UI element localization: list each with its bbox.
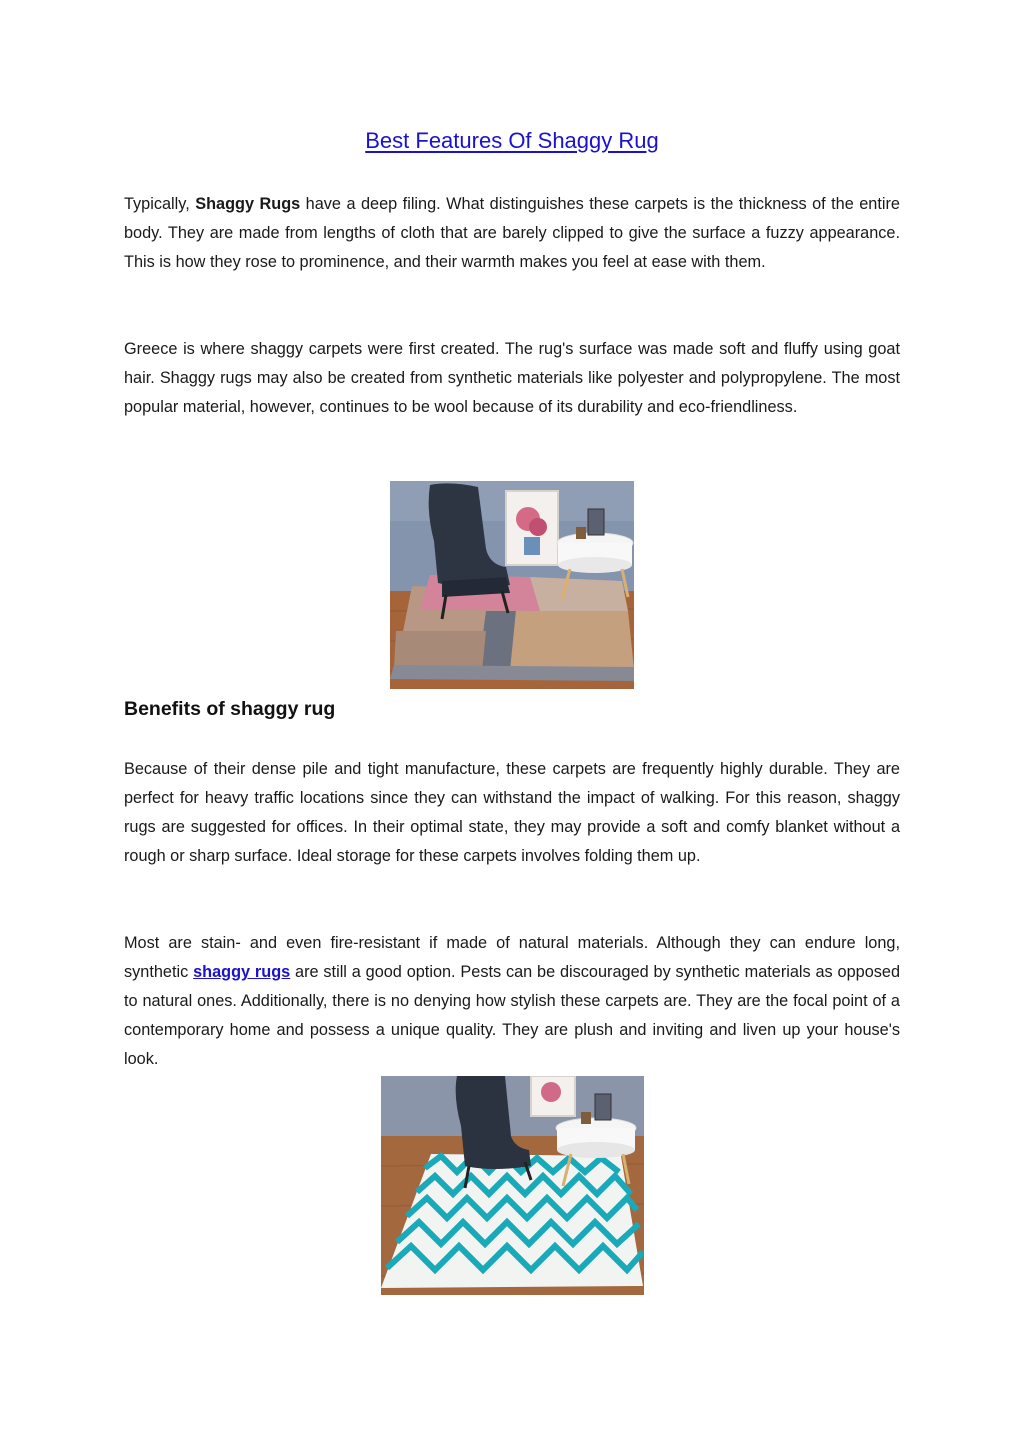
title-link[interactable]: Best Features Of Shaggy Rug (365, 128, 659, 153)
paragraph-benefits: Because of their dense pile and tight manufacture, these carpets are frequently highly durable. They are perfect for heavy traffic locations since they can withstand the impact of walking. For this reason, shaggy rugs are suggested for offices. In their optimal state, they may provide a soft and comfy blanket without a rough or sharp surface. Ideal storage for these carpets involves folding them up. (124, 760, 900, 865)
paragraph-history: Greece is where shaggy carpets were first created. The rug's surface was made soft and fluffy using goat hair. Shaggy rugs may also be created from synthetic materials like polyester and polypropylene. The most popular material, however, continues to be wool because of its durability and eco-friendliness. (124, 340, 900, 416)
bold-term: Shaggy Rugs (195, 195, 301, 213)
rug-photo-zigzag (381, 1076, 644, 1295)
shaggy-rugs-link[interactable]: shaggy rugs (193, 963, 291, 981)
section-heading: Benefits of shaggy rug (124, 698, 336, 720)
rug-photo-patchwork (390, 481, 634, 689)
page-title (0, 124, 1024, 158)
paragraph-intro: Typically, Shaggy Rugs have a deep filing. What distinguishes these carpets is the thickness of the entire body. They are made from lengths of cloth that are barely clipped to give the surface a fuzzy appearance. This is how they rose to prominence, and their warmth makes you feel at ease with them. (124, 195, 900, 271)
paragraph-materials: Most are stain- and even fire-resistant if made of natural materials. Although they can endure long, synthetic shaggy rugs are still a good option. Pests can be discouraged by synthetic materials as opposed to natural ones. Additionally, there is no denying how stylish these carpets are. They are the focal point of a contemporary home and possess a unique quality. They are plush and inviting and liven up your house's look. (124, 934, 901, 1068)
